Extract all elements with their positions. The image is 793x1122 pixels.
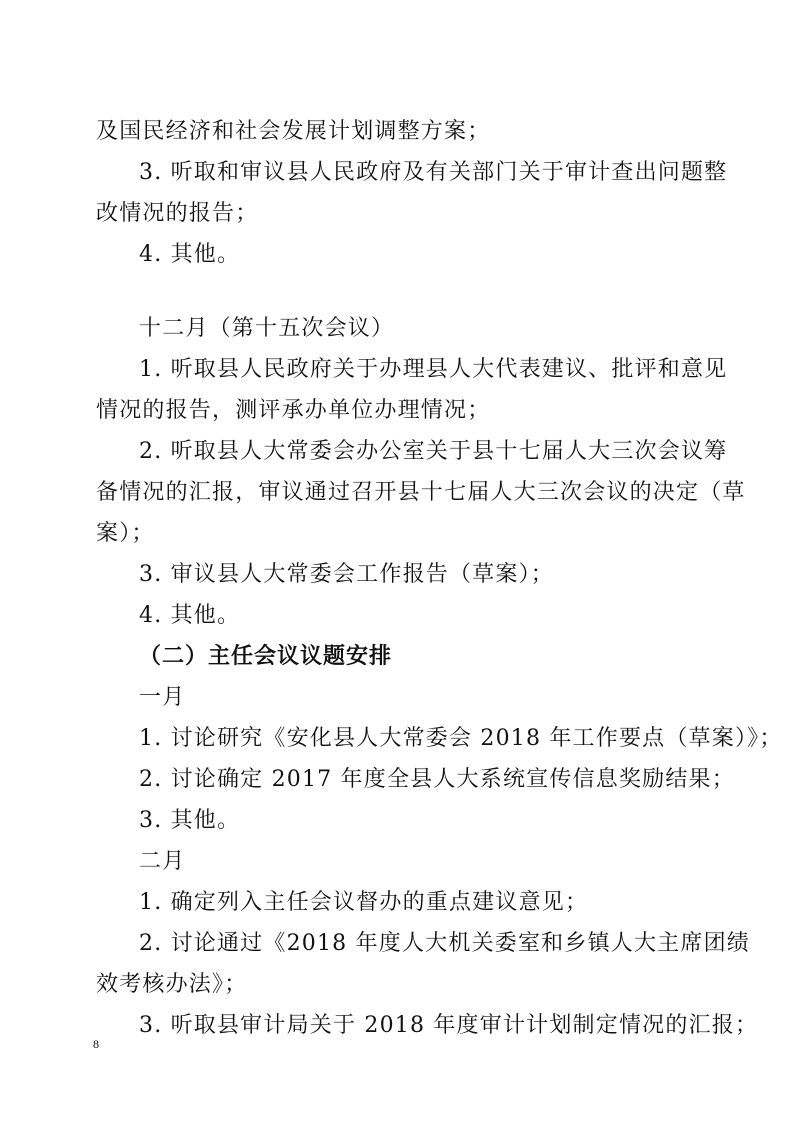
text-line: 1. 确定列入主任会议督办的重点建议意见； bbox=[139, 890, 589, 915]
text-line: 1. 讨论研究《安化县人大常委会 2018 年工作要点（草案）》； bbox=[139, 726, 783, 751]
text-line: 及国民经济和社会发展计划调整方案； bbox=[96, 119, 491, 144]
month-heading: 二月 bbox=[139, 849, 186, 874]
text-line: 3. 其他。 bbox=[139, 808, 241, 833]
text-line: 2. 讨论通过《2018 年度人大机关委室和乡镇人大主席团绩 bbox=[139, 931, 750, 956]
text-line: 3. 听取县审计局关于 2018 年度审计计划制定情况的汇报； bbox=[139, 1013, 759, 1038]
page-number: 8 bbox=[93, 1037, 99, 1051]
text-line: 3. 审议县人大常委会工作报告（草案）； bbox=[139, 562, 554, 587]
text-line: 3. 听取和审议县人民政府及有关部门关于审计查出问题整 bbox=[139, 160, 728, 185]
text-line: 效考核办法》； bbox=[96, 972, 248, 997]
section-heading: 十二月（第十五次会议） bbox=[139, 316, 395, 341]
text-line: 情况的报告，测评承办单位办理情况； bbox=[96, 398, 491, 423]
text-line: 4. 其他。 bbox=[139, 242, 241, 267]
text-line: 备情况的汇报，审议通过召开县十七届人大三次会议的决定（草 bbox=[96, 480, 746, 505]
text-line: 2. 听取县人大常委会办公室关于县十七届人大三次会议筹 bbox=[139, 439, 728, 464]
section-heading: （二）主任会议议题安排 bbox=[139, 644, 393, 669]
text-line: 案）； bbox=[96, 521, 155, 546]
month-heading: 一月 bbox=[139, 685, 186, 710]
text-line: 1. 听取县人民政府关于办理县人大代表建议、批评和意见 bbox=[139, 357, 728, 382]
text-line: 2. 讨论确定 2017 年度全县人大系统宣传信息奖励结果； bbox=[139, 767, 735, 792]
text-line: 4. 其他。 bbox=[139, 603, 241, 628]
text-line: 改情况的报告； bbox=[96, 201, 259, 226]
